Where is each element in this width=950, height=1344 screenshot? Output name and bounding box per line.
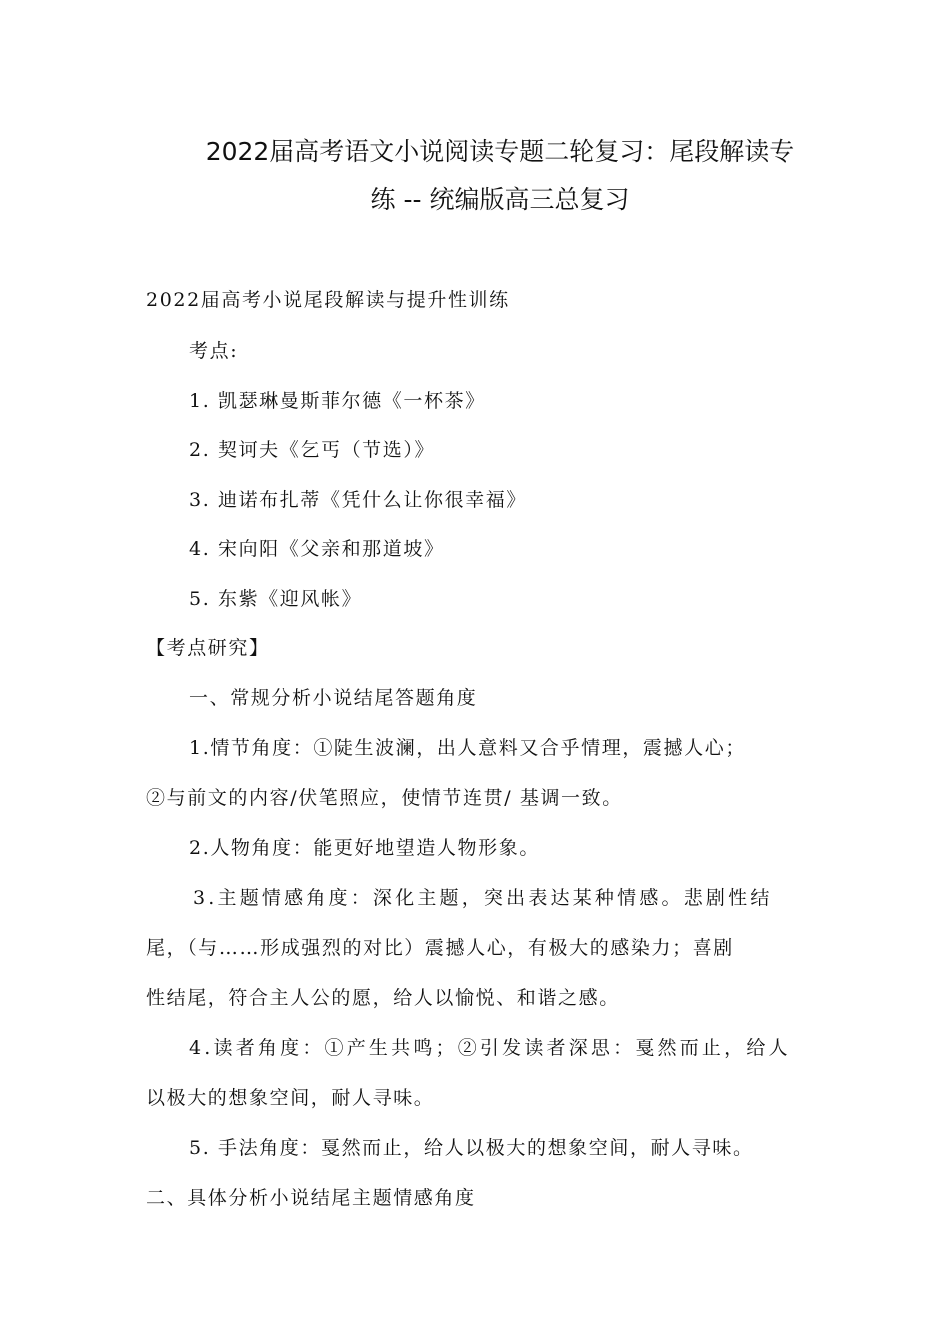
paragraph-theme-line-1: 3.主题情感角度：深化主题，突出表达某种情感。悲剧性结	[193, 887, 773, 909]
list-item: 4. 宋向阳《父亲和那道坡》	[189, 538, 445, 560]
paragraph-theme-line-3: 性结尾，符合主人公的愿，给人以愉悦、和谐之感。	[146, 987, 620, 1009]
subtitle: 2022届高考小说尾段解读与提升性训练	[146, 289, 510, 311]
list-item: 5. 东紫《迎风帐》	[189, 588, 363, 610]
paragraph-theme-line-2: 尾，（与……形成强烈的对比）震撼人心，有极大的感染力；喜剧	[146, 937, 734, 959]
list-item: 2. 契诃夫《乞丐（节选）》	[189, 439, 436, 461]
paragraph-technique: 5. 手法角度：戛然而止，给人以极大的想象空间，耐人寻味。	[189, 1137, 754, 1159]
document-title-line-1: 2022届高考语文小说阅读专题二轮复习：尾段解读专	[205, 137, 795, 166]
paragraph-plot-line-1: 1.情节角度：①陡生波澜，出人意料又合乎情理，震撼人心；	[189, 737, 746, 759]
paragraph-plot-line-2: ②与前文的内容/伏笔照应，使情节连贯/ 基调一致。	[146, 787, 623, 809]
heading-conventional-angles: 一、常规分析小说结尾答题角度	[189, 687, 478, 709]
list-item: 1. 凯瑟琳曼斯菲尔德《一杯茶》	[189, 390, 486, 412]
paragraph-character: 2.人物角度：能更好地望造人物形象。	[189, 837, 540, 859]
heading-specific-analysis: 二、具体分析小说结尾主题情感角度	[146, 1187, 476, 1209]
paragraph-reader-line-1: 4.读者角度：①产生共鸣；②引发读者深思：戛然而止，给人	[189, 1037, 791, 1059]
section-research-heading: 【考点研究】	[146, 637, 270, 659]
kaodian-label: 考点:	[189, 340, 239, 362]
paragraph-reader-line-2: 以极大的想象空间，耐人寻味。	[146, 1087, 435, 1109]
document-title-line-2: 练 -- 统编版高三总复习	[370, 185, 630, 214]
list-item: 3. 迪诺布扎蒂《凭什么让你很幸福》	[189, 489, 527, 511]
